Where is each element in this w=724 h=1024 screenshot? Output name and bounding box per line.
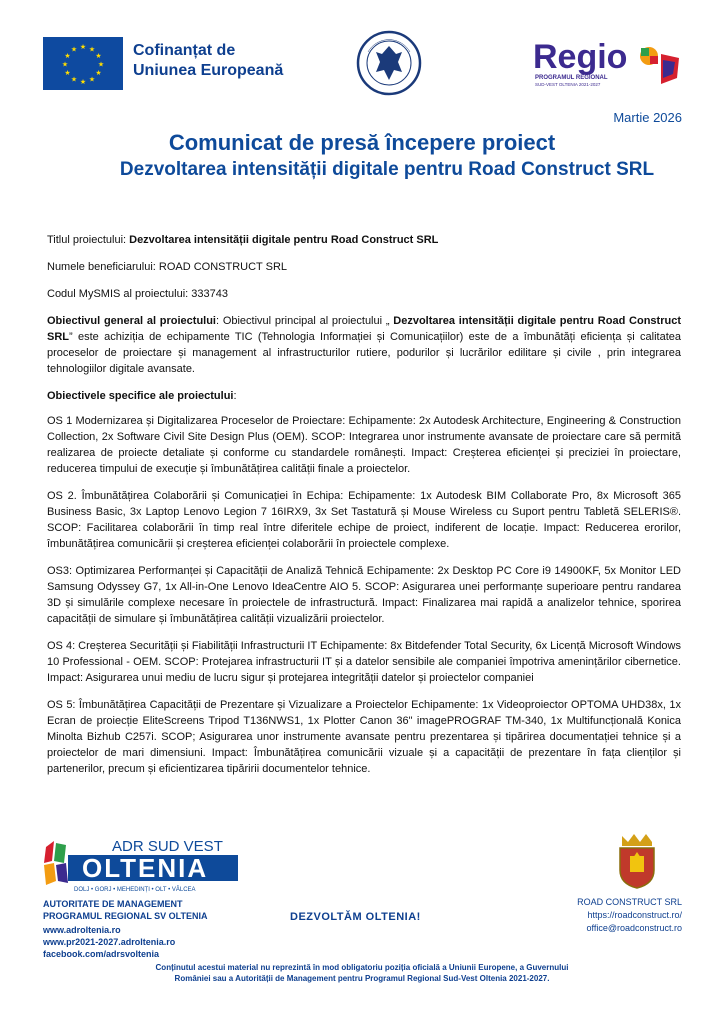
authority-line-1: AUTORITATE DE MANAGEMENT [43,899,183,909]
svg-text:★: ★ [97,60,105,69]
svg-text:★: ★ [95,52,102,60]
document-body [47,232,681,788]
regio-wordmark: Regio [533,38,628,76]
general-objective-label: Obiectivul general al proiectului [47,315,216,327]
eu-line-2: Uniunea Europeană [133,62,284,79]
svg-text:★: ★ [70,75,78,84]
project-title-value: Dezvoltarea intensității digitale pentru Road Construct SRL [129,234,439,246]
adr-top-text: ADR SUD VEST [112,838,223,855]
press-subtitle: Dezvoltarea intensității digitale pentru Road Construct SRL [119,159,655,180]
general-objective [47,313,681,377]
general-objective-text: ” este achiziția de echipamente TIC (Tehnologia Informației și Comunicațiilor) este de a îmbunătăți eficiența și calitatea proceselor de proiectare și management al infrastructurilor rutiere, podurilor și lucrărilor edilitare și civile , prin integrarea tehnologiilor digitale avansate. [47,331,681,375]
eu-line-1: Cofinanțat de [133,42,236,59]
adr-counties-text: DOLJ • GORJ • MEHEDINȚI • OLT • VÂLCEA [74,887,196,893]
specific-objective-os3: OS3: Optimizarea Performanței și Capacității de Analiză Tehnică Echipamente: 2x Desktop PC Core i9 14900KF, 5x Monitor LED Samsung Odyssey G7, 1x All-in-One Lenovo IdeaCentre AIO 5. SCOP: Asigurarea unei performanțe superioare pentru randarea 3D și simulările complexe necesare în proiectele de infrastructură. Impact: Finalizarea mai rapidă a analizelor tehnice, sporirea capacității de simulare și îmbunătățirea calității vizualizării proiectelor. [47,565,681,625]
specific-objective-os2: OS 2. Îmbunătățirea Colaborării și Comunicației în Echipa: Echipamente: 1x Autodesk BIM Collaborate Pro, 8x Microsoft 365 Business Basic, 3x Laptop Lenovo Legion 7 16IRX9, 3x Set Tastatură și Mouse Wireless cu Suport pentru Tabletă SELERIS®. SCOP: Facilitarea colaborării în timp real între diferitele echipe de proiect, indiferent de locație. Impact: Reducerea erorilor, îmbunătățirea comunicării și creșterea eficienței colaborării în proiectele complexe. [47,490,681,550]
adr-oltenia-logo [42,833,252,901]
regio-subtitle-1: PROGRAMUL REGIONAL [535,75,608,81]
project-title-label: Titlul proiectului: [47,234,130,246]
specific-objectives-heading [47,388,681,404]
specific-objective-os5: OS 5: Îmbunătățirea Capacității de Prezentare și Vizualizare a Proiectelor Echipamente: 1x Videoproiector OPTOMA UHD38x, 1x Ecran de proiecție EliteScreens Tripod T136NWS1, 1x Plotter Canon 36" imagePROGRAF TM-340, 1x Multifuncțională Konica Minolta Bizhub C257i. SCOP; Asigurarea unor instrumente avansate pentru prezentarea și tipărirea documentației tehnice și a proiectelor de mari dimensiuni. Impact: Îmbunătățirea comunicării vizuale și a capacității de prezentare în fața clienților și partenerilor, precum și eficientizarea tipăririi documentelor tehnice. [47,699,681,775]
svg-text:★: ★ [79,78,87,86]
press-date: Martie 2026 [613,110,682,125]
eu-cofinance-label [133,41,283,81]
specific-objective-os4: OS 4: Creșterea Securității și Fiabilității Infrastructurii IT Echipamente: 8x Bitdefender Total Security, 6x Licență Microsoft Windows 10 Professional - OEM. SCOP: Protejarea infrastructurii IT și a datelor sensibile ale companiei împotriva amenințărilor cibernetice. Impact: Asigurarea unui mediu de lucru sigur și protejarea integrității datelor și proiectelor companiei [47,640,681,684]
svg-text:★: ★ [70,45,78,54]
specific-objective-os1: OS 1 Modernizarea și Digitalizarea Proceselor de Proiectare: Echipamente: 2x Autodesk Architecture, Engineering & Construction Collection, 2x Software Civil Site Design Plus (OEM). SCOP: Integrarea unor instrumente avansate de proiectare care să permită realizarea de proiecte detaliate și conforme cu standardele românești. Impact: Creșterea eficienței și preciziei în proiectare, reducerea timpului de execuție și îmbunătățirea calității finale a proiectelor. [47,415,681,475]
disclaimer-line-1: Conținutul acestui material nu reprezintă în mod obligatoriu poziția oficială a Uniunii Europene, a Guvernului [155,963,569,972]
authority-line-2: PROGRAMUL REGIONAL SV OLTENIA [43,911,208,921]
eu-flag-logo [43,37,123,90]
company-contact [577,896,682,935]
svg-text:★: ★ [64,69,71,77]
regio-logo [533,34,685,94]
svg-text:★: ★ [88,45,96,54]
company-website-link[interactable]: https://roadconstruct.ro/ [587,910,682,920]
general-objective-bold: Dezvoltarea intensității digitale pentru Road Construct SRL [47,315,681,343]
beneficiary-line: Numele beneficiarului: ROAD CONSTRUCT SRL [47,261,288,273]
project-title-line [47,232,681,248]
slogan: DEZVOLTĂM OLTENIA! [290,911,421,923]
pr2021-link[interactable]: www.pr2021-2027.adroltenia.ro [43,937,176,947]
eu-disclaimer [0,962,724,984]
svg-text:★: ★ [61,60,69,69]
mysmis-line: Codul MySMIS al proiectului: 333743 [47,288,228,300]
adroltenia-link[interactable]: www.adroltenia.ro [43,925,121,935]
svg-text:★: ★ [79,43,87,51]
specific-heading-text: Obiectivele specifice ale proiectului [47,390,234,402]
facebook-link[interactable]: facebook.com/adrsvoltenia [43,949,160,959]
company-email-link[interactable]: office@roadconstruct.ro [586,923,682,933]
coat-of-arms-icon [614,832,660,890]
specific-heading-colon: : [233,390,237,402]
adr-main-text: OLTENIA [82,853,209,883]
regio-subtitle-2: SUD-VEST OLTENIA 2021-2027 [535,82,601,87]
disclaimer-line-2: României sau a Autorității de Management pentru Programul Regional Sud-Vest Oltenia 2021-2027. [174,974,550,983]
government-seal-icon [356,30,422,96]
company-name: ROAD CONSTRUCT SRL [577,897,682,907]
svg-text:★: ★ [64,52,71,60]
general-objective-pre: : Obiectivul principal al proiectului „ [216,315,394,327]
press-title: Comunicat de presă începere proiect [168,130,556,155]
svg-text:★: ★ [88,75,96,84]
managing-authority-block [43,898,208,960]
eu-stars-icon [43,37,123,90]
svg-text:★: ★ [95,69,102,77]
